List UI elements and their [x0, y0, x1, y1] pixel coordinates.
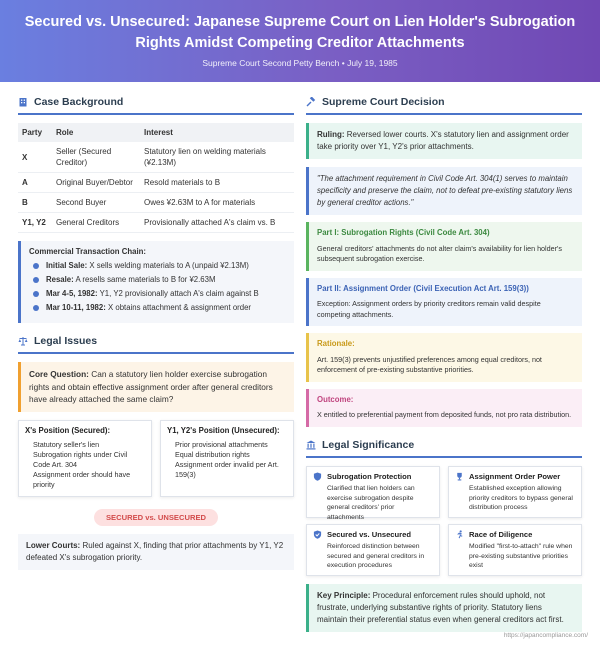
right-column — [306, 90, 582, 632]
case-table — [18, 123, 294, 233]
party-cell: B — [18, 193, 52, 213]
list-item: Subrogation rights under Civil Code Art. 304 — [33, 449, 128, 469]
part-two-box: Part II: Assignment Order (Civil Execution Act Art. 159(3)) Exception: Assignment orders by priority creditors remain valid despite competing attachments. — [306, 278, 582, 327]
list-item: Assignment order should have priority — [33, 469, 131, 489]
page-subtitle: Supreme Court Second Petty Bench • July 19, 1985 — [202, 58, 398, 68]
check-shield-icon — [313, 530, 322, 539]
bullet-dot-icon — [33, 291, 39, 297]
bullet-dot-icon — [33, 277, 39, 283]
interest-cell: Provisionally attached A's claim vs. B — [140, 213, 294, 233]
positions-row — [18, 420, 294, 497]
bullet-dot-icon — [33, 305, 39, 311]
party-cell: Y1, Y2 — [18, 213, 52, 233]
table-row — [18, 193, 294, 213]
gavel-icon — [306, 97, 316, 107]
page-header — [0, 0, 600, 82]
outcome-box: Outcome: X entitled to preferential payment from deposited funds, not pro rata distribution. — [306, 389, 582, 427]
secured-position-card: X's Position (Secured): Statutory seller's lien Subrogation rights under Civil Code Art. 304 Assignment order should have priority — [18, 420, 152, 497]
shield-icon — [313, 472, 322, 481]
column-header: Party — [18, 123, 52, 142]
role-cell: Seller (Secured Creditor) — [52, 142, 140, 173]
decision-heading: Supreme Court Decision — [306, 96, 582, 115]
significance-card: Assignment Order Power Established exception allowing priority creditors to bypass general distribution process — [448, 466, 582, 518]
list-item: Prior provisional attachments — [175, 439, 268, 449]
chain-item: Resale: A resells same materials to B for ¥2.63M — [33, 275, 286, 284]
footer-url[interactable]: https://japancompliance.com/ — [503, 632, 588, 639]
court-quote: "The attachment requirement in Civil Code Art. 304(1) serves to maintain specificity and preserve the claim, not to defeat pre-existing statutory liens by general creditor actions." — [306, 167, 582, 215]
trophy-icon — [455, 472, 464, 481]
chain-item: Mar 4-5, 1982: Y1, Y2 provisionally attach A's claim against B — [33, 289, 286, 298]
table-row — [18, 173, 294, 193]
chain-item: Mar 10-11, 1982: X obtains attachment & assignment order — [33, 303, 286, 312]
building-icon — [18, 97, 28, 107]
column-header: Interest — [140, 123, 294, 142]
page-title: Secured vs. Unsecured: Japanese Supreme Court on Lien Holder's Subrogation Rights Amidst Competing Creditor Attachments — [24, 14, 576, 51]
role-cell: Original Buyer/Debtor — [52, 173, 140, 193]
unsecured-position-card: Y1, Y2's Position (Unsecured): Prior provisional attachments Equal distribution rights Assignment order invalid per Art. 159(3) — [160, 420, 294, 497]
vs-badge: SECURED vs. UNSECURED — [94, 509, 218, 526]
bullet-dot-icon — [33, 263, 39, 269]
rationale-box: Rationale: Art. 159(3) prevents unjustified preferences among equal creditors, not enforcement of pre-existing substantive priorities. — [306, 333, 582, 382]
runner-icon — [455, 530, 464, 539]
table-row — [18, 142, 294, 173]
significance-card: Race of Diligence Modified "first-to-attach" rule when pre-existing substantive priorities exist — [448, 524, 582, 576]
ruling-box: Ruling: Reversed lower courts. X's statutory lien and assignment order take priority over Y1, Y2's prior attachments. — [306, 123, 582, 159]
landmark-icon — [306, 440, 316, 450]
legal-issues-heading: Legal Issues — [18, 335, 294, 354]
list-item: Equal distribution rights — [175, 449, 250, 459]
table-row — [18, 213, 294, 233]
column-header: Role — [52, 123, 140, 142]
interest-cell: Resold materials to B — [140, 173, 294, 193]
significance-grid — [306, 466, 582, 582]
significance-card: Subrogation Protection Clarified that lien holders can exercise subrogation despite general creditors' prior attachments — [306, 466, 440, 518]
scales-icon — [18, 336, 28, 346]
core-question: Core Question: Can a statutory lien holder exercise subrogation rights and obtain effective assignment order after general creditors have already attached the same claim? — [18, 362, 294, 412]
list-item: Assignment order invalid per Art. 159(3) — [175, 459, 279, 479]
role-cell: Second Buyer — [52, 193, 140, 213]
chain-title: Commercial Transaction Chain: — [29, 247, 146, 256]
significance-heading: Legal Significance — [306, 439, 582, 458]
party-cell: X — [18, 142, 52, 173]
part-one-box: Part I: Subrogation Rights (Civil Code Art. 304) General creditors' attachments do not alter claim's availability for lien holder's subsequent subrogation exercise. — [306, 222, 582, 271]
role-cell: General Creditors — [52, 213, 140, 233]
interest-cell: Owes ¥2.63M to A for materials — [140, 193, 294, 213]
interest-cell: Statutory lien on welding materials (¥2.13M) — [140, 142, 294, 173]
party-cell: A — [18, 173, 52, 193]
chain-item: Initial Sale: X sells welding materials to A (unpaid ¥2.13M) — [33, 261, 286, 270]
lower-courts-box: Lower Courts: Ruled against X, finding that prior attachments by Y1, Y2 defeated X's subrogation priority. — [18, 534, 294, 570]
transaction-chain — [18, 241, 294, 323]
list-item: Statutory seller's lien — [33, 439, 100, 449]
table-header-row — [18, 123, 294, 142]
key-principle-box: Key Principle: Procedural enforcement rules should uphold, not frustrate, underlying substantive rights of priority. Statutory liens maintain their preferential status even when general creditors act first. — [306, 584, 582, 632]
left-column — [18, 90, 294, 570]
significance-card: Secured vs. Unsecured Reinforced distinction between secured and general creditors in execution procedures — [306, 524, 440, 576]
case-background-heading: Case Background — [18, 96, 294, 115]
